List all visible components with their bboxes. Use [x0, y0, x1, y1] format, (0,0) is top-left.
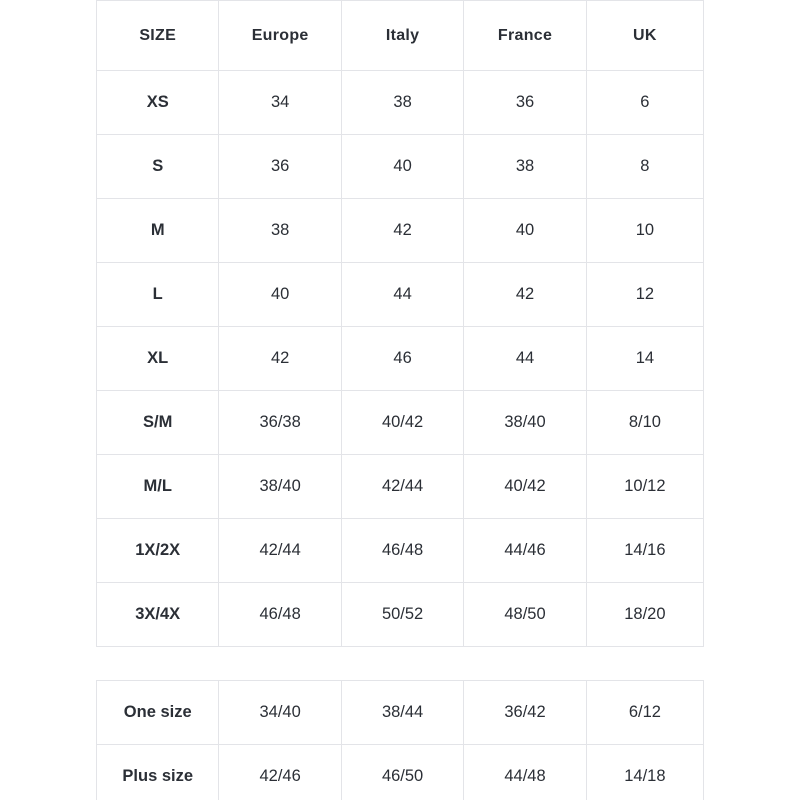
- cell-uk: 6/12: [586, 681, 703, 745]
- table-row: [97, 135, 704, 199]
- cell-italy: 40: [341, 135, 463, 199]
- cell-france: 40/42: [464, 455, 586, 519]
- cell-uk: 18/20: [586, 583, 703, 647]
- row-label: 1X/2X: [97, 519, 219, 583]
- cell-uk: 10: [586, 199, 703, 263]
- cell-europe: 42/44: [219, 519, 341, 583]
- table-row: [97, 519, 704, 583]
- table-header: [97, 1, 704, 71]
- row-label: XL: [97, 327, 219, 391]
- cell-france: 36/42: [464, 681, 586, 745]
- row-label: S/M: [97, 391, 219, 455]
- row-label: L: [97, 263, 219, 327]
- cell-france: 44: [464, 327, 586, 391]
- cell-europe: 36: [219, 135, 341, 199]
- table-row: [97, 583, 704, 647]
- cell-france: 44/46: [464, 519, 586, 583]
- cell-italy: 42/44: [341, 455, 463, 519]
- cell-italy: 42: [341, 199, 463, 263]
- cell-uk: 14/16: [586, 519, 703, 583]
- row-label: S: [97, 135, 219, 199]
- cell-italy: 44: [341, 263, 463, 327]
- table-body: [97, 71, 704, 647]
- cell-europe: 40: [219, 263, 341, 327]
- row-label: XS: [97, 71, 219, 135]
- table-row: [97, 681, 704, 745]
- cell-italy: 50/52: [341, 583, 463, 647]
- cell-france: 38/40: [464, 391, 586, 455]
- cell-uk: 10/12: [586, 455, 703, 519]
- cell-italy: 38/44: [341, 681, 463, 745]
- column-header-france: France: [464, 1, 586, 71]
- cell-europe: 34/40: [219, 681, 341, 745]
- cell-europe: 34: [219, 71, 341, 135]
- cell-uk: 6: [586, 71, 703, 135]
- special-size-table-body: [97, 681, 704, 800]
- cell-uk: 14/18: [586, 745, 703, 800]
- cell-europe: 42/46: [219, 745, 341, 800]
- table-row: [97, 745, 704, 800]
- cell-italy: 40/42: [341, 391, 463, 455]
- cell-france: 44/48: [464, 745, 586, 800]
- cell-europe: 46/48: [219, 583, 341, 647]
- table-divider-space: [96, 647, 704, 680]
- table-row: [97, 199, 704, 263]
- table-header-row: [97, 1, 704, 71]
- cell-uk: 12: [586, 263, 703, 327]
- table-row: [97, 263, 704, 327]
- table-row: [97, 327, 704, 391]
- cell-france: 48/50: [464, 583, 586, 647]
- column-header-size: SIZE: [97, 1, 219, 71]
- cell-italy: 38: [341, 71, 463, 135]
- cell-europe: 38/40: [219, 455, 341, 519]
- cell-france: 36: [464, 71, 586, 135]
- cell-france: 40: [464, 199, 586, 263]
- row-label: M: [97, 199, 219, 263]
- cell-uk: 8: [586, 135, 703, 199]
- row-label: One size: [97, 681, 219, 745]
- cell-uk: 8/10: [586, 391, 703, 455]
- cell-france: 42: [464, 263, 586, 327]
- row-label: Plus size: [97, 745, 219, 800]
- cell-italy: 46/48: [341, 519, 463, 583]
- table-row: [97, 455, 704, 519]
- cell-france: 38: [464, 135, 586, 199]
- cell-italy: 46/50: [341, 745, 463, 800]
- special-size-table: [96, 680, 704, 800]
- cell-uk: 14: [586, 327, 703, 391]
- column-header-uk: UK: [586, 1, 703, 71]
- cell-italy: 46: [341, 327, 463, 391]
- table-row: [97, 71, 704, 135]
- cell-europe: 36/38: [219, 391, 341, 455]
- row-label: 3X/4X: [97, 583, 219, 647]
- cell-europe: 38: [219, 199, 341, 263]
- cell-europe: 42: [219, 327, 341, 391]
- table-row: [97, 391, 704, 455]
- column-header-italy: Italy: [341, 1, 463, 71]
- size-conversion-table: [96, 0, 704, 647]
- column-header-europe: Europe: [219, 1, 341, 71]
- row-label: M/L: [97, 455, 219, 519]
